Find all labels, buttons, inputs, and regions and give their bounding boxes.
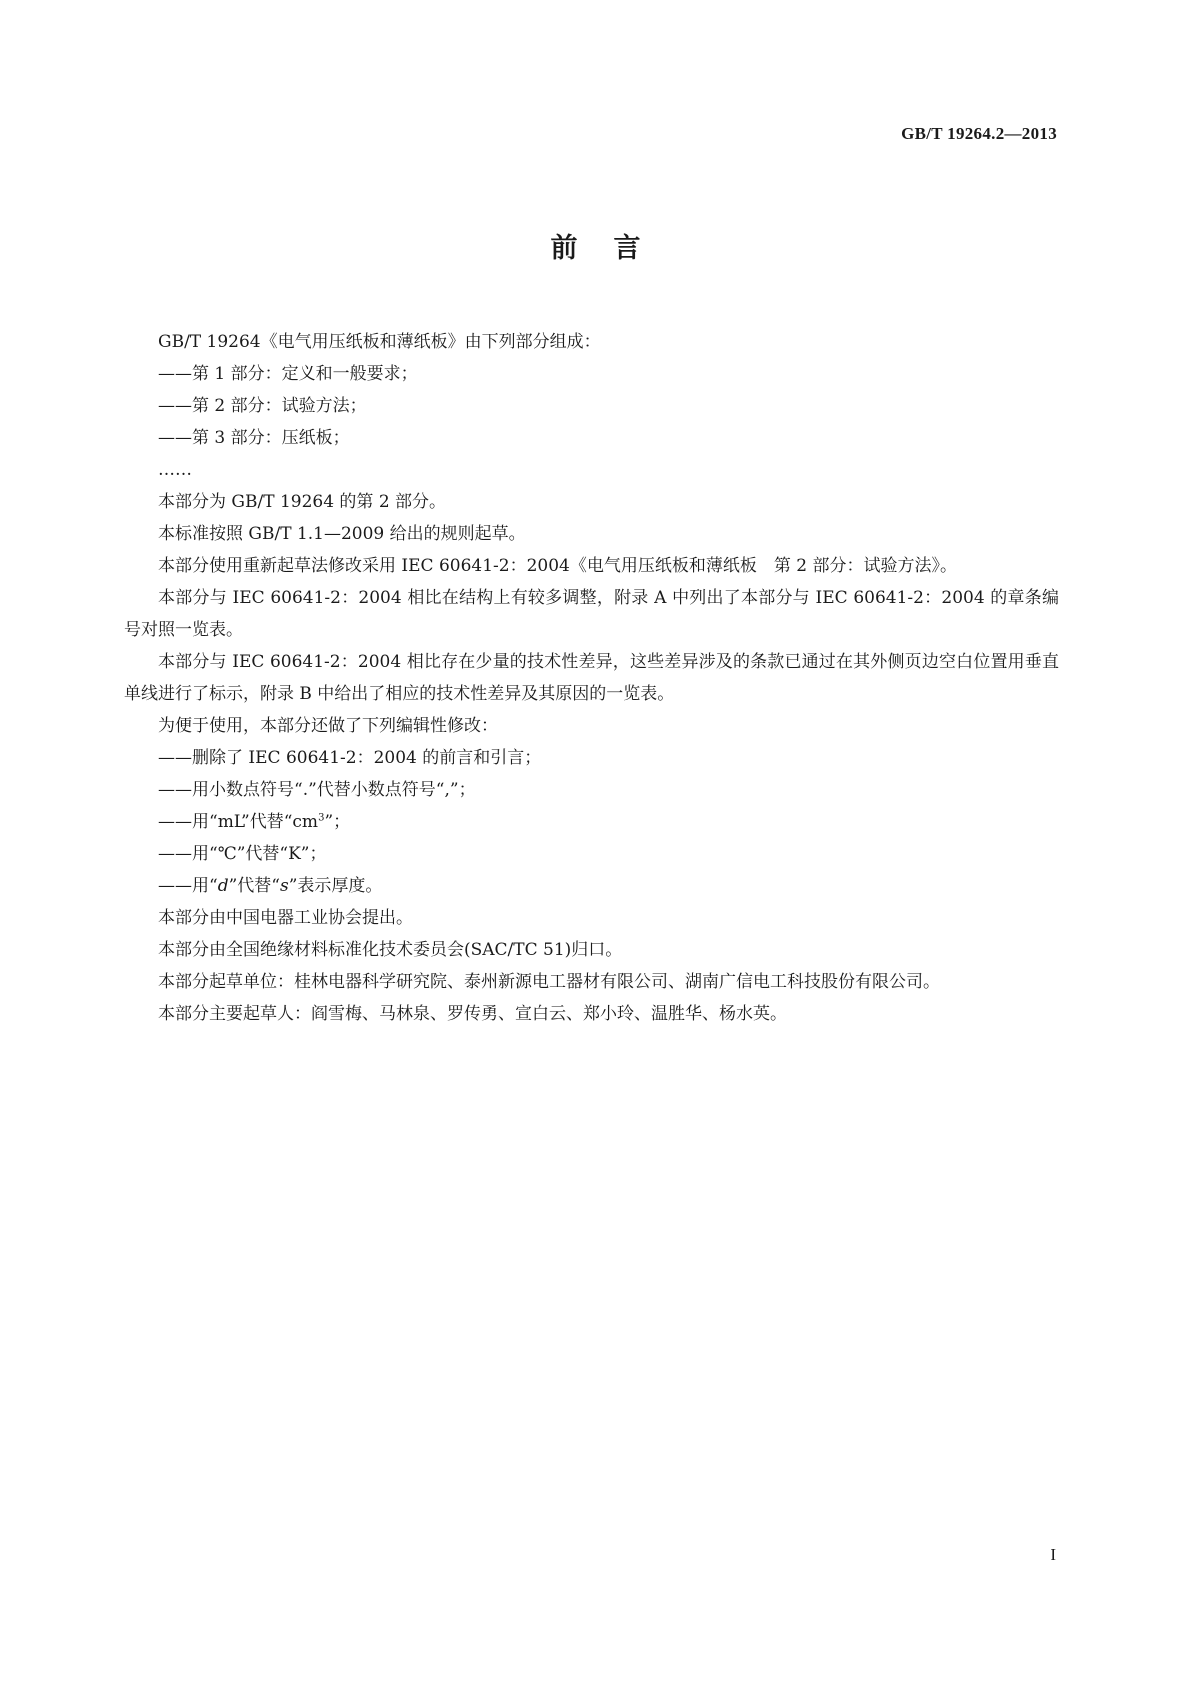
ellipsis: …… (158, 460, 192, 480)
paragraph: 本部分由中国电器工业协会提出。 (158, 908, 413, 928)
list-item-text: ”代替“ (228, 876, 280, 896)
list-item: ——删除了 IEC 60641-2：2004 的前言和引言； (158, 748, 542, 768)
list-item-text: ”； (324, 812, 351, 832)
list-item-text: ——用“ (158, 876, 218, 896)
paragraph: GB/T 19264《电气用压纸板和薄纸板》由下列部分组成： (158, 332, 601, 352)
list-item: ——第 1 部分：定义和一般要求； (158, 364, 418, 384)
list-item (124, 806, 1059, 838)
variable-d: d (217, 876, 229, 896)
list-item-text: ”表示厚度。 (288, 876, 383, 896)
page-title: 前言 (550, 233, 677, 264)
paragraph: 本部分为 GB/T 19264 的第 2 部分。 (158, 492, 447, 512)
superscript: 3 (318, 812, 325, 824)
paragraph: 本标准按照 GB/T 1.1—2009 给出的规则起草。 (158, 524, 526, 544)
standard-code-header: GB/T 19264.2—2013 (901, 124, 1057, 143)
paragraph: 为便于使用，本部分还做了下列编辑性修改： (158, 716, 498, 736)
list-item-text: ——用“mL”代替“cm (158, 812, 319, 832)
paragraph: 本部分使用重新起草法修改采用 IEC 60641-2：2004《电气用压纸板和薄纸板 第 2 部分：试验方法》。 (158, 556, 957, 576)
list-item: ——用“℃”代替“K”； (158, 844, 327, 864)
list-item: ——用小数点符号“.”代替小数点符号“,”； (158, 780, 476, 800)
paragraph: 本部分与 IEC 60641-2：2004 相比存在少量的技术性差异，这些差异涉及的条款已通过在其外侧页边空白位置用垂直单线进行了标示，附录 B 中给出了相应的技术性差异及其原因的一览表。 (124, 652, 1059, 704)
foreword-body (124, 326, 1059, 1030)
paragraph: 本部分起草单位：桂林电器科学研究院、泰州新源电工器材有限公司、湖南广信电工科技股份有限公司。 (158, 972, 940, 992)
list-item: ——第 2 部分：试验方法； (158, 396, 367, 416)
list-item (124, 870, 1059, 902)
list-item: ——第 3 部分：压纸板； (158, 428, 350, 448)
paragraph: 本部分与 IEC 60641-2：2004 相比在结构上有较多调整，附录 A 中列出了本部分与 IEC 60641-2：2004 的章条编号对照一览表。 (124, 588, 1059, 640)
page-number: I (1050, 1545, 1056, 1564)
paragraph: 本部分由全国绝缘材料标准化技术委员会(SAC/TC 51)归口。 (158, 940, 623, 960)
variable-s: s (279, 876, 289, 896)
paragraph: 本部分主要起草人：阎雪梅、马林泉、罗传勇、宣白云、郑小玲、温胜华、杨水英。 (158, 1004, 787, 1024)
